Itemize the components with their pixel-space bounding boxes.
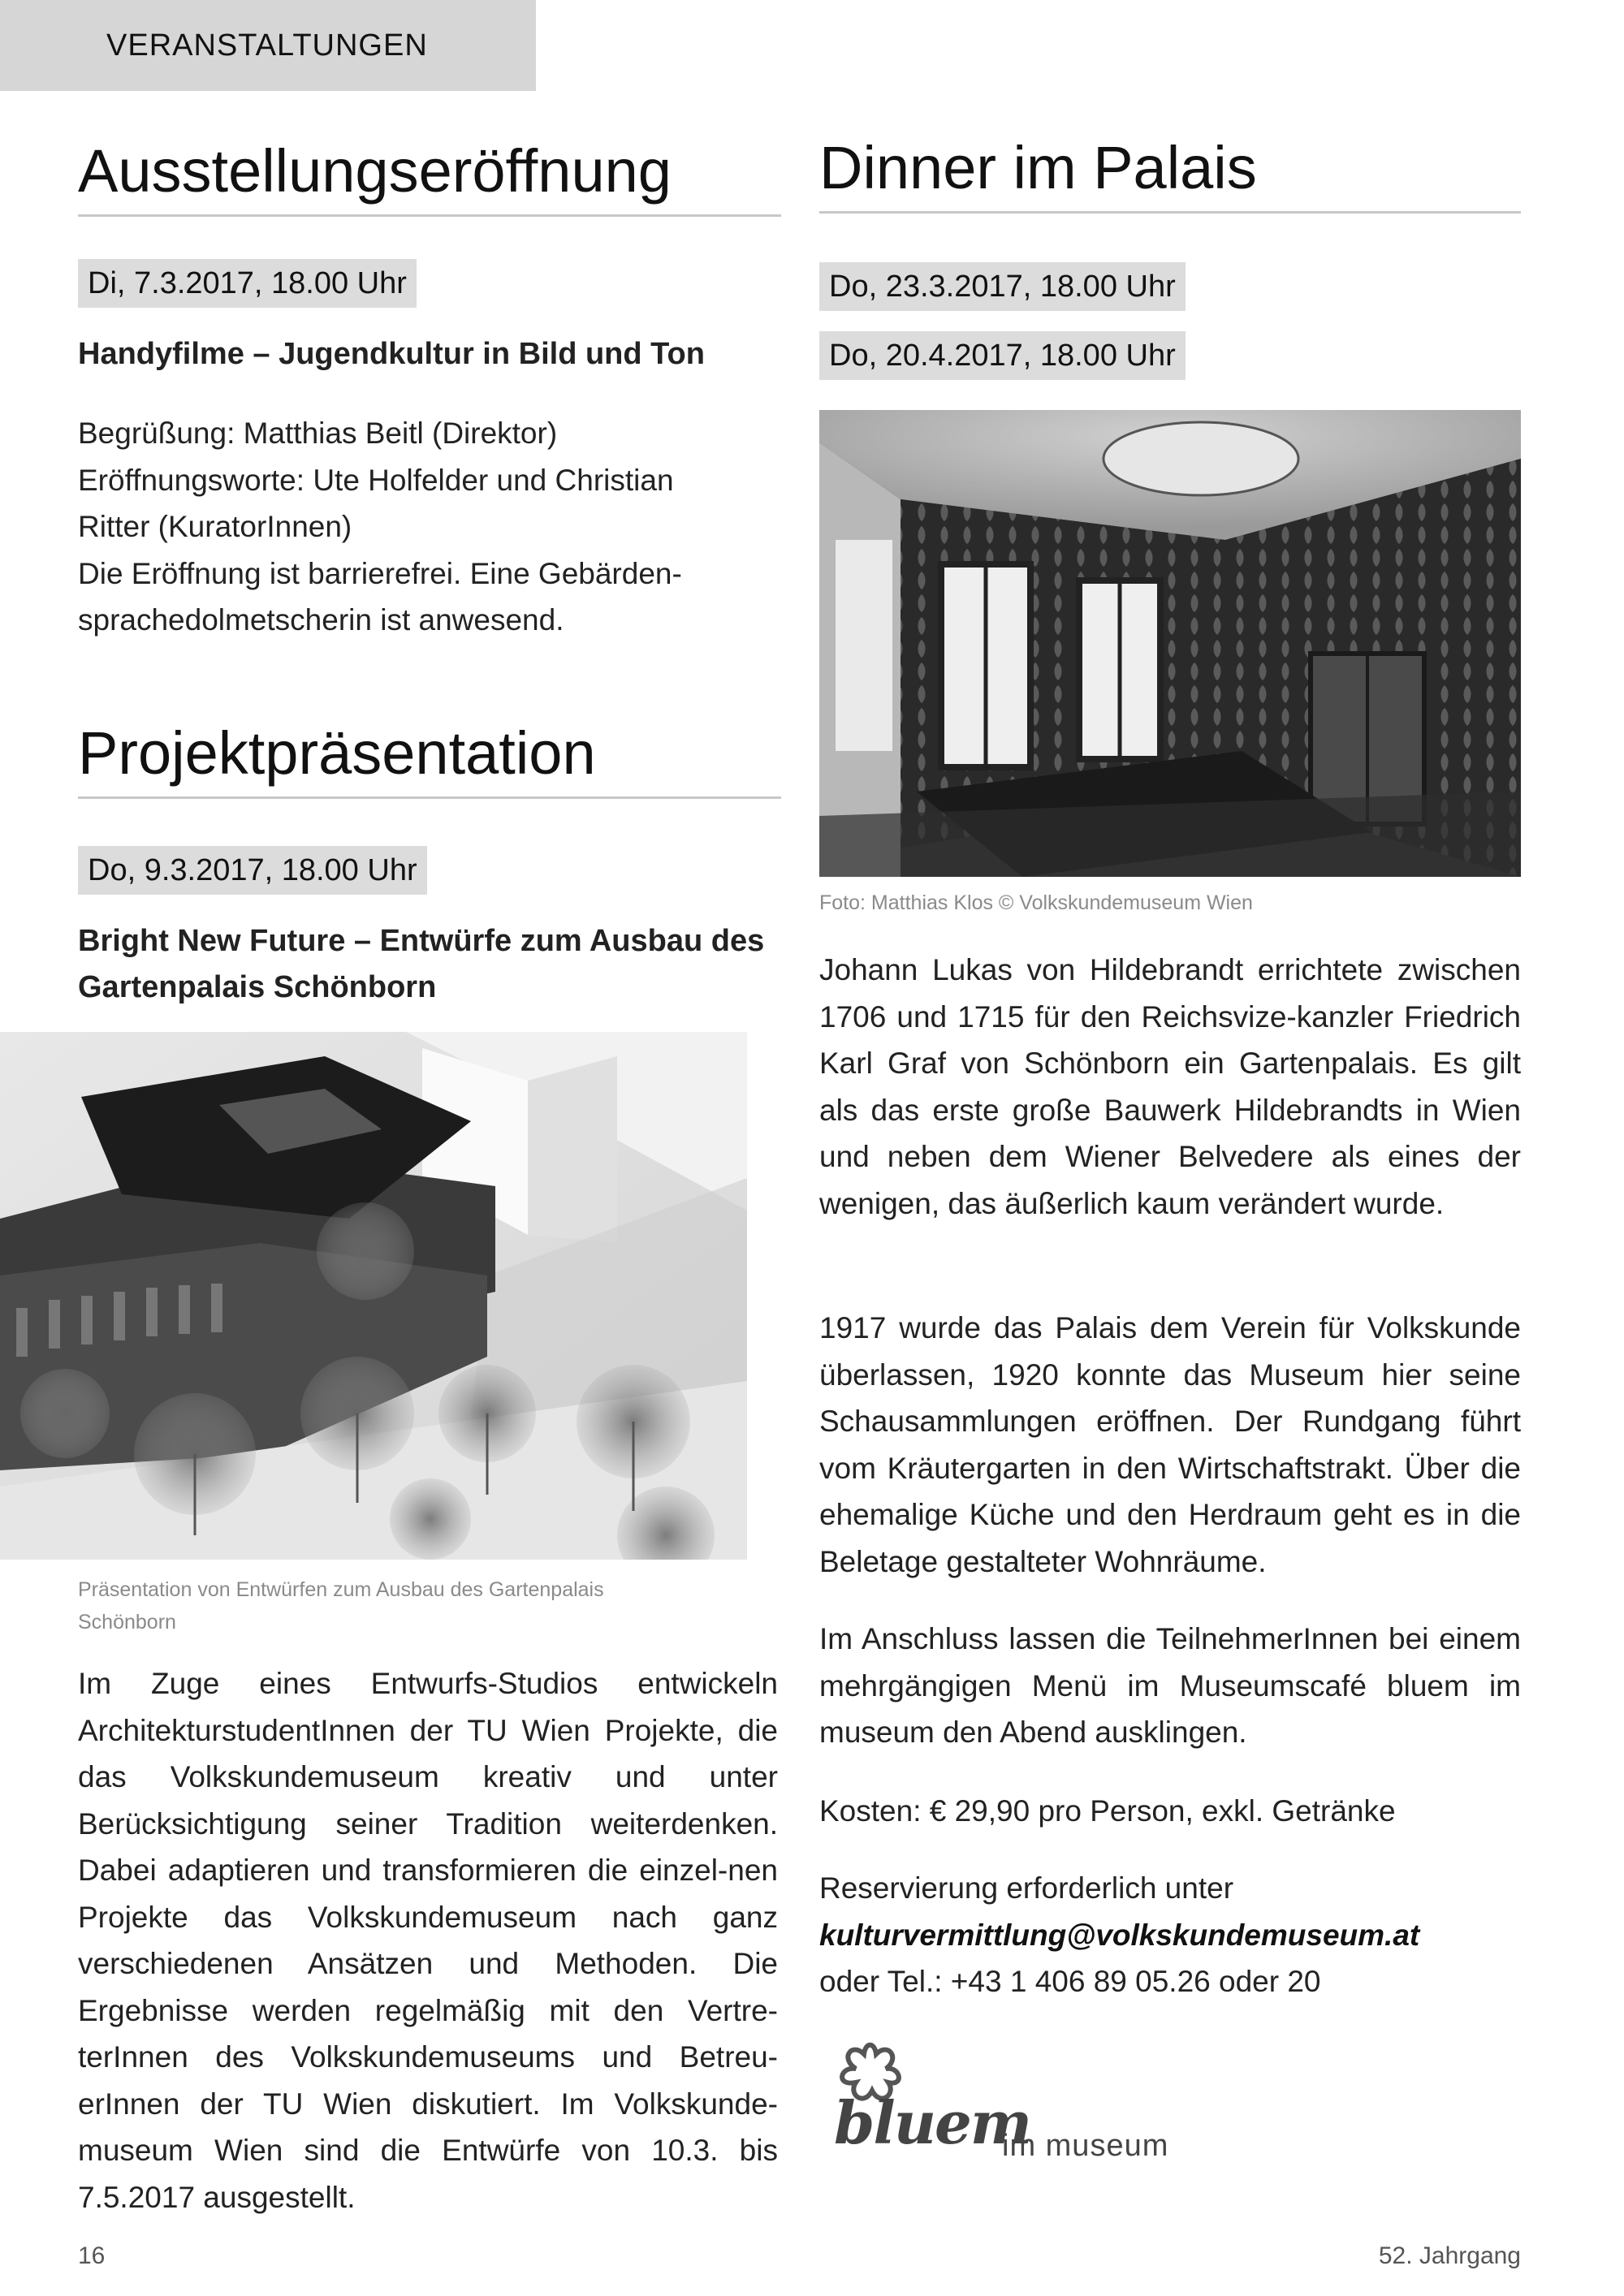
caption-line: Präsentation von Entwürfen zum Ausbau des Gartenpalais <box>78 1578 604 1601</box>
photo-caption: Foto: Matthias Klos © Volkskundemuseum Wien <box>819 891 1253 914</box>
desc-line: sprachedolmetscherin ist anwesend. <box>78 603 564 637</box>
palace-interior-photo <box>819 410 1521 877</box>
event-title-ausstellung: Ausstellungseröffnung <box>78 137 672 205</box>
date-badge: Do, 23.3.2017, 18.00 Uhr <box>819 262 1186 311</box>
event-description <box>78 410 793 644</box>
reservation-info <box>819 1865 1550 2005</box>
event-subtitle: Handyfilme – Jugendkultur in Bild und Ton <box>78 337 705 371</box>
architecture-model-photo <box>0 1032 747 1560</box>
reservation-line: oder Tel.: +43 1 406 89 05.26 oder 20 <box>819 1965 1321 1998</box>
logo-word: bluem <box>834 2088 1031 2157</box>
event-body: Im Zuge eines Entwurfs-Studios entwickeln ArchitekturstudentInnen der TU Wien Projekte, die das Volkskundemuseum kreativ und unter Berücksichtigung seiner Tradition weiterdenken. Dabei adaptieren und transformieren die einzel-nen Projekte das Volkskundemuseum nach ganz verschiedenen Ansätzen und Methoden. Die Ergebnisse werden regelmäßig mit den Vertre-terInnen des Volkskundemuseums und Betreu-erInnen der TU Wien diskutiert. Im Volkskunde-museum Wien sind die Entwürfe von 10.3. bis 7.5.2017 ausgestellt. <box>78 1667 778 2214</box>
title-rule <box>78 214 781 217</box>
cost-info: Kosten: € 29,90 pro Person, exkl. Getränke <box>819 1794 1396 1828</box>
bluem-logo <box>819 2038 1185 2184</box>
desc-line: Eröffnungsworte: Ute Holfelder und Christian <box>78 463 674 497</box>
desc-line: Begrüßung: Matthias Beitl (Direktor) <box>78 416 558 450</box>
subtitle-line: Gartenpalais Schönborn <box>78 970 437 1004</box>
page-number: 16 <box>78 2242 106 2269</box>
photo-caption <box>78 1573 776 1638</box>
volume-label: 52. Jahrgang <box>1378 2242 1521 2269</box>
logo-suffix: im museum <box>1002 2129 1169 2163</box>
reservation-line: Reservierung erforderlich unter <box>819 1871 1234 1905</box>
desc-line: Die Eröffnung ist barrierefrei. Eine Gebärden- <box>78 556 682 590</box>
title-rule <box>78 796 781 799</box>
event-title-dinner: Dinner im Palais <box>819 134 1257 201</box>
paragraph-history: Johann Lukas von Hildebrandt errichtete zwischen 1706 und 1715 für den Reichsvize-kanzler Friedrich Karl Graf von Schönborn ein Gartenpalais. Es gilt als das erste große Bauwerk Hildebrandts in Wien und neben dem Wiener Belvedere als eines der wenigen, das äußerlich kaum verändert wurde. <box>819 953 1521 1220</box>
paragraph-dinner: Im Anschluss lassen die TeilnehmerInnen bei einem mehrgängigen Menü im Museumscafé bluem im museum den Abend ausklingen. <box>819 1622 1521 1749</box>
section-tab <box>0 0 536 91</box>
event-subtitle <box>78 918 793 1011</box>
date-badge: Di, 7.3.2017, 18.00 Uhr <box>78 259 417 308</box>
desc-line: Ritter (KuratorInnen) <box>78 510 352 543</box>
caption-line: Schönborn <box>78 1611 176 1634</box>
paragraph-museum: 1917 wurde das Palais dem Verein für Volkskunde überlassen, 1920 konnte das Museum hier seine Schausammlungen eröffnen. Der Rundgang führt vom Kräutergarten in den Wirtschaftstrakt. Über die ehemalige Küche und den Herdraum geht es in die Beletage gestalteter Wohnräume. <box>819 1311 1521 1578</box>
email-link[interactable]: kulturvermittlung@volkskundemuseum.at <box>819 1918 1420 1952</box>
section-label: VERANSTALTUNGEN <box>106 28 428 63</box>
event-title-projekt: Projektpräsentation <box>78 719 596 787</box>
title-rule <box>819 211 1521 214</box>
date-badge: Do, 9.3.2017, 18.00 Uhr <box>78 846 427 895</box>
date-badge: Do, 20.4.2017, 18.00 Uhr <box>819 331 1186 380</box>
subtitle-line: Bright New Future – Entwürfe zum Ausbau des <box>78 924 765 958</box>
